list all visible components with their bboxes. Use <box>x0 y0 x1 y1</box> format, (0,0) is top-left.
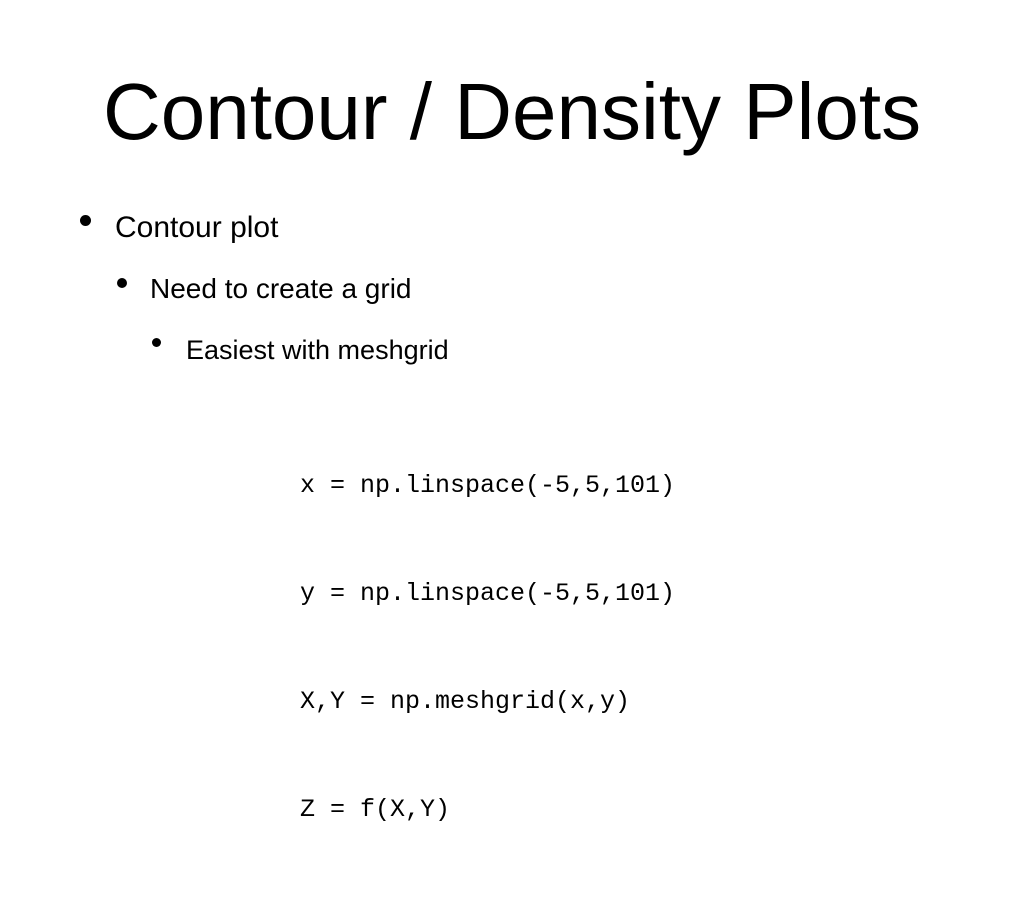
code-block <box>300 396 675 900</box>
bullet-dot-level-3 <box>152 338 161 347</box>
bullet-dot-level-2 <box>117 278 127 288</box>
slide-title: Contour / Density Plots <box>102 67 922 156</box>
bullet-dot-level-1 <box>80 215 91 226</box>
code-line-y: y = np.linspace(-5,5,101) <box>300 579 676 608</box>
bullet-contour-plot: Contour plot <box>115 211 279 244</box>
code-line-z: Z = f(X,Y) <box>300 795 451 824</box>
bullet-meshgrid: Easiest with meshgrid <box>186 335 449 365</box>
code-line-meshgrid: X,Y = np.meshgrid(x,y) <box>300 687 631 716</box>
code-line-x: x = np.linspace(-5,5,101) <box>300 471 676 500</box>
bullet-create-grid: Need to create a grid <box>150 273 412 304</box>
